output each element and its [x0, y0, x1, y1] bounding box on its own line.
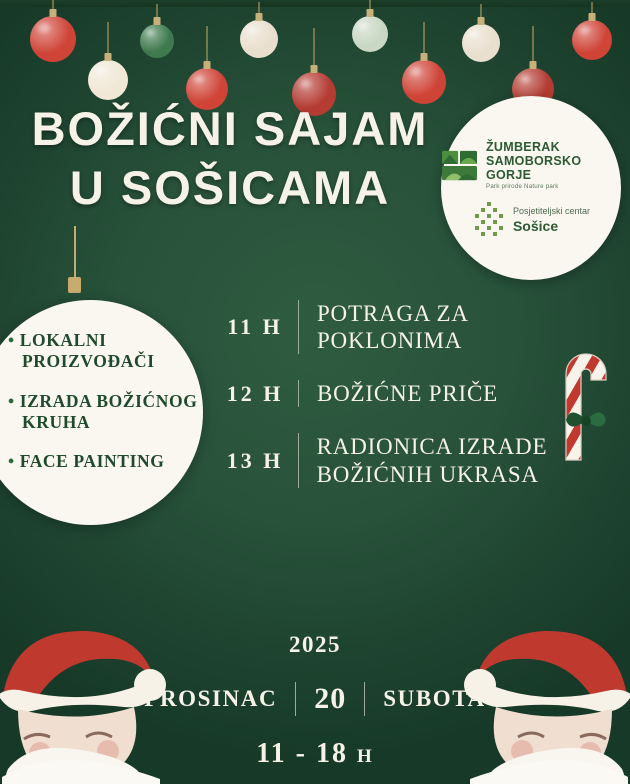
ornament-highlight: [300, 79, 311, 88]
embroidery-pattern-icon: [472, 200, 506, 240]
ornament-highlight: [410, 67, 421, 76]
ornament-cap: [256, 13, 263, 21]
ornament-ball: [402, 60, 446, 104]
poster-title: [0, 104, 460, 214]
bow-decoration: [566, 412, 606, 426]
schedule-time: 12 H: [226, 380, 284, 406]
bullet-icon: •: [8, 390, 20, 411]
title-line-2: U SOŠICAMA: [69, 160, 391, 214]
ornament-cap: [311, 65, 318, 73]
ornament-highlight: [520, 75, 531, 83]
ornament-ball: [240, 20, 278, 58]
ornament-ball: [88, 60, 128, 100]
schedule-label: POTRAGA ZA POKLONIMA: [316, 301, 468, 354]
ornament-ball: [572, 20, 612, 60]
ornament-ball: [462, 24, 500, 62]
schedule-label: RADIONICA IZRADE BOŽIĆNIH UKRASA: [316, 434, 548, 487]
service-item-label: LOKALNI PROIZVOĐAČI: [19, 330, 155, 372]
ornament-cap: [478, 17, 485, 25]
ornament-cap: [154, 17, 161, 25]
services-list: [8, 330, 208, 491]
visitor-center-logo: [472, 200, 590, 240]
ornament-highlight: [95, 66, 105, 74]
event-hours-range: 11 - 18: [256, 738, 348, 769]
ornament-garland: [0, 0, 630, 96]
ornament-highlight: [146, 29, 155, 36]
bauble-cap: [68, 277, 81, 293]
garland-bar: [0, 0, 630, 7]
ornament-highlight: [579, 26, 589, 34]
visitor-center-name: Sošice: [512, 217, 559, 234]
schedule-divider: [298, 300, 299, 354]
park-logo: [441, 140, 621, 191]
event-hours: [0, 738, 630, 770]
event-year: 2025: [289, 632, 341, 657]
park-name: [486, 140, 621, 191]
bullet-icon: •: [8, 330, 20, 350]
ornament-cap: [589, 13, 596, 21]
bauble-string: [74, 226, 76, 278]
schedule-divider: [298, 380, 299, 407]
ornament-ball: [352, 16, 388, 52]
visitor-center-text: [513, 206, 590, 234]
service-item-label: IZRADA BOŽIĆNOG KRUHA: [19, 390, 198, 433]
event-day: 20: [314, 682, 347, 715]
ornament-cap: [367, 9, 374, 17]
service-item-label: FACE PAINTING: [19, 451, 165, 472]
event-dateline: [0, 682, 630, 716]
logo-badge: [441, 96, 621, 280]
service-item: [8, 330, 208, 373]
candy-cane-icon: [526, 322, 622, 462]
ornament-cap: [421, 53, 428, 61]
ornament-cap: [50, 9, 57, 17]
bullet-icon: •: [8, 451, 20, 472]
service-item: [8, 391, 208, 434]
ornament-highlight: [38, 23, 50, 32]
schedule-divider: [298, 433, 299, 487]
ornament-highlight: [194, 75, 205, 83]
ornament-highlight: [469, 30, 479, 38]
ornament-cap: [204, 61, 211, 69]
ornament-ball: [30, 16, 76, 62]
park-leaf-icon: [441, 148, 479, 182]
schedule-time: 11 H: [227, 314, 283, 340]
service-item: [8, 451, 208, 472]
park-name-text: ŽUMBERAK SAMOBORSKO GORJE: [486, 139, 582, 182]
title-line-1: BOŽIĆNI SAJAM: [31, 102, 429, 155]
ornament-cap: [530, 61, 537, 69]
park-subtitle: Park prirode Nature park: [486, 182, 559, 190]
ornament-highlight: [247, 26, 257, 34]
ornament-highlight: [358, 22, 367, 29]
event-month: PROSINAC: [144, 686, 278, 711]
visitor-center-label: Posjetiteljski centar: [512, 206, 591, 217]
schedule-time: 13 H: [226, 447, 284, 473]
event-weekday: SUBOTA: [383, 686, 486, 711]
event-hours-unit: H: [357, 746, 374, 767]
ornament-ball: [140, 24, 174, 58]
schedule-label: BOŽIĆNE PRIČE: [317, 381, 498, 407]
ornament-cap: [105, 53, 112, 61]
